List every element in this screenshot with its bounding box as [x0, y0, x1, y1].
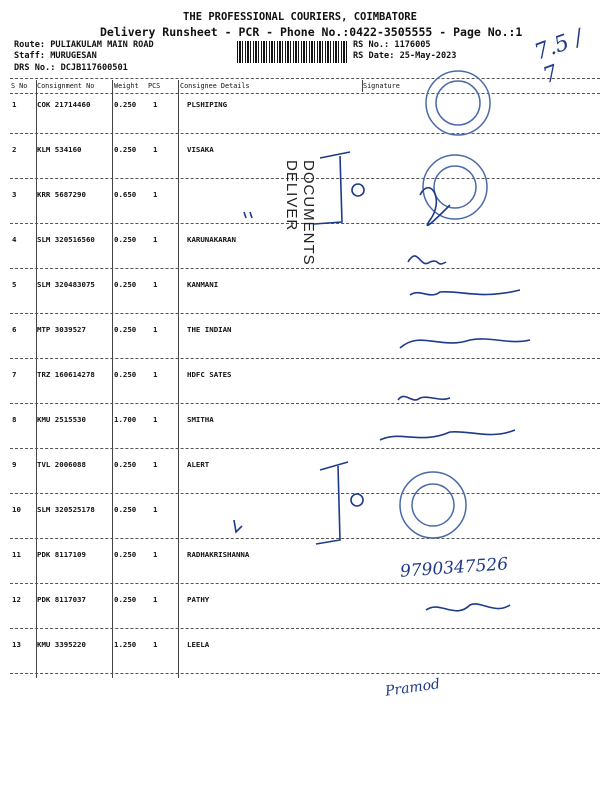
handwritten-name: Pramod — [384, 676, 441, 700]
pieces: 1 — [153, 415, 158, 424]
weight: 0.250 — [114, 505, 137, 514]
consignment-number: KMU 2515530 — [37, 415, 86, 424]
serial-number: 13 — [12, 640, 21, 649]
pieces: 1 — [153, 370, 158, 379]
weight: 0.250 — [114, 235, 137, 244]
pieces: 1 — [153, 100, 158, 109]
serial-number: 10 — [12, 505, 21, 514]
rs-date: RS Date: 25-May-2023 — [353, 51, 457, 61]
pieces: 1 — [153, 190, 158, 199]
consignee-name: SMITHA — [187, 415, 214, 424]
col-sno: S No — [11, 82, 28, 90]
col-signature: Signature — [363, 82, 400, 90]
weight: 1.250 — [114, 640, 137, 649]
weight: 0.250 — [114, 460, 137, 469]
serial-number: 2 — [12, 145, 17, 154]
consignee-name: THE INDIAN — [187, 325, 232, 334]
consignment-number: PDK 8117037 — [37, 595, 86, 604]
consignee-name: ALERT — [187, 460, 210, 469]
serial-number: 3 — [12, 190, 17, 199]
consignee-name: LEELA — [187, 640, 210, 649]
serial-number: 8 — [12, 415, 17, 424]
weight: 0.250 — [114, 550, 137, 559]
consignee-name: KANMANI — [187, 280, 219, 289]
serial-number: 5 — [12, 280, 17, 289]
runsheet-subtitle: Delivery Runsheet - PCR - Phone No.:0422-3505555 - Page No.:1 — [100, 25, 523, 39]
margin-note: 7.5 / 7 — [531, 25, 587, 90]
pieces: 1 — [153, 505, 158, 514]
weight: 0.250 — [114, 100, 137, 109]
consignment-number: KLM 534160 — [37, 145, 82, 154]
consignment-number: KMU 3395220 — [37, 640, 86, 649]
weight: 0.250 — [114, 145, 137, 154]
staff: Staff: MURUGESAN — [14, 51, 97, 61]
company-title: THE PROFESSIONAL COURIERS, COIMBATORE — [183, 11, 417, 23]
col-consignment: Consignment No — [37, 82, 95, 90]
pieces: 1 — [153, 325, 158, 334]
weight: 0.250 — [114, 280, 137, 289]
col-consignee: Consignee Details — [180, 82, 250, 90]
documents-delivered-stamp: DOCUMENTS DELIVER — [283, 160, 317, 266]
route: Route: PULIAKULAM MAIN ROAD — [14, 40, 154, 50]
col-weight: Weight — [114, 82, 139, 90]
serial-number: 4 — [12, 235, 17, 244]
pieces: 1 — [153, 235, 158, 244]
consignment-number: SLM 320483075 — [37, 280, 95, 289]
consignee-name: KARUNAKARAN — [187, 235, 236, 244]
consignee-name: PATHY — [187, 595, 210, 604]
signature-icon — [234, 152, 530, 611]
pieces: 1 — [153, 460, 158, 469]
consignment-number: KRR 5687290 — [37, 190, 86, 199]
pieces: 1 — [153, 280, 158, 289]
consignment-number: TRZ 160614278 — [37, 370, 95, 379]
stamp-icon — [400, 71, 490, 538]
weight: 1.700 — [114, 415, 137, 424]
serial-number: 1 — [12, 100, 17, 109]
consignment-number: SLM 320525178 — [37, 505, 95, 514]
serial-number: 12 — [12, 595, 21, 604]
consignee-name: PLSHIPING — [187, 100, 228, 109]
serial-number: 7 — [12, 370, 17, 379]
serial-number: 11 — [12, 550, 21, 559]
consignee-name: VISAKA — [187, 145, 214, 154]
drs-number: DRS No.: DCJB117600501 — [14, 63, 128, 73]
pieces: 1 — [153, 595, 158, 604]
consignee-name: HDFC SATES — [187, 370, 232, 379]
col-pcs: PCS — [148, 82, 161, 90]
rs-number: RS No.: 1176005 — [353, 40, 431, 50]
handwritten-phone: 9790347526 — [399, 554, 509, 582]
weight: 0.250 — [114, 595, 137, 604]
consignment-number: TVL 2006088 — [37, 460, 86, 469]
serial-number: 6 — [12, 325, 17, 334]
serial-number: 9 — [12, 460, 17, 469]
pieces: 1 — [153, 640, 158, 649]
pieces: 1 — [153, 145, 158, 154]
consignee-name: RADHAKRISHANNA — [187, 550, 250, 559]
weight: 0.250 — [114, 325, 137, 334]
consignment-number: SLM 320516560 — [37, 235, 95, 244]
pieces: 1 — [153, 550, 158, 559]
consignment-number: COK 21714460 — [37, 100, 91, 109]
consignment-number: PDK 8117109 — [37, 550, 86, 559]
consignment-number: MTP 3039527 — [37, 325, 86, 334]
weight: 0.650 — [114, 190, 137, 199]
weight: 0.250 — [114, 370, 137, 379]
